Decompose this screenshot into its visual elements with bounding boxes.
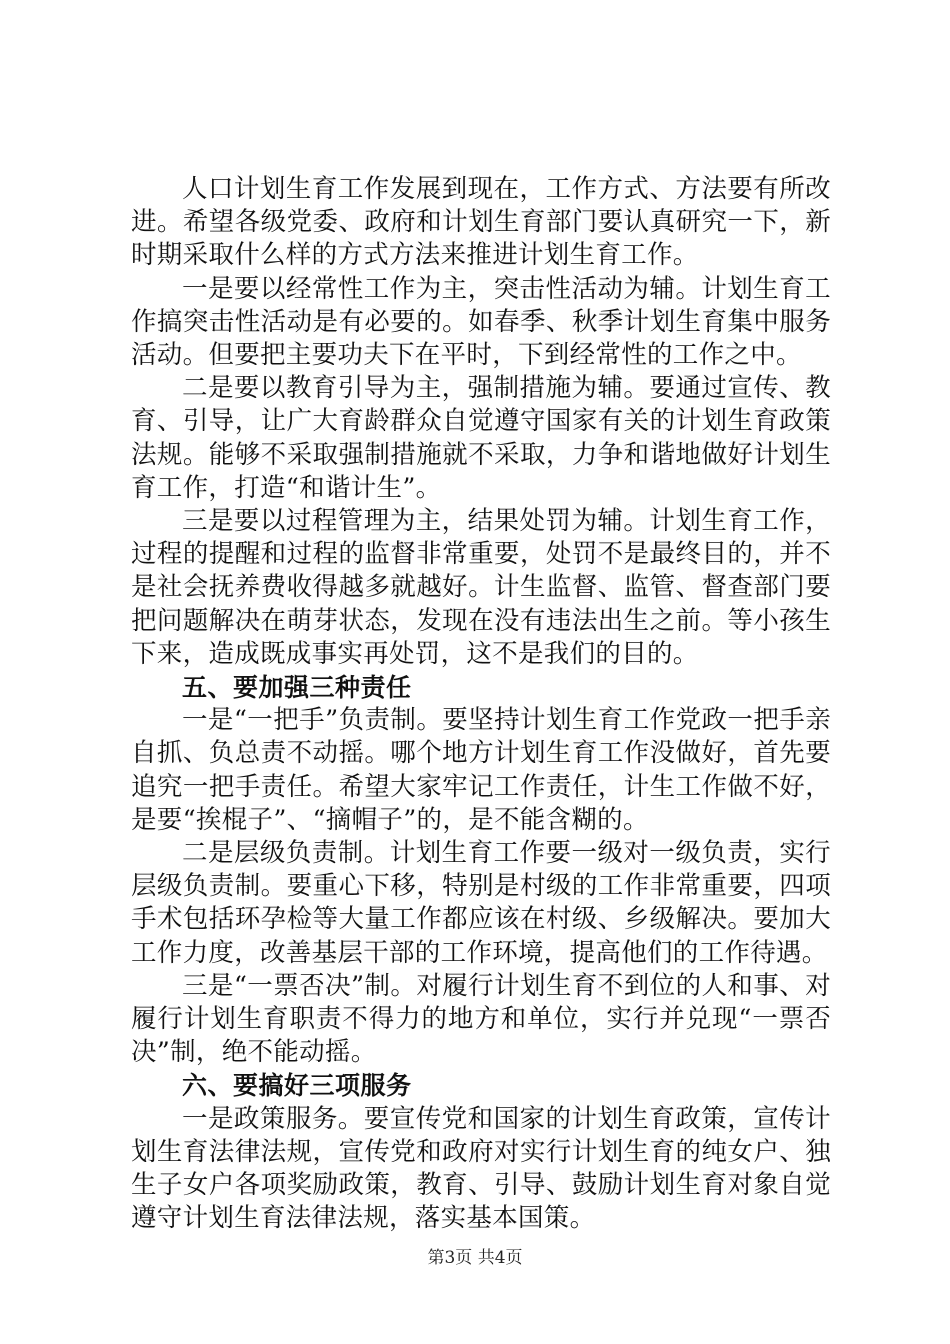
section-heading-five: 五、要加强三种责任 — [182, 673, 412, 703]
paragraph-service-1: 一是政策服务。要宣传党和国家的计划生育政策，宣传计划生育法律法规，宣传党和政府对实行计划生育的纯女户、独生子女户各项奖励政策，教育、引导、鼓励计划生育对象自觉遵守计划生育法律法规，落实基本国策。 — [131, 1103, 831, 1234]
paragraph-responsibility-2: 二是层级负责制。计划生育工作要一级对一级负责，实行层级负责制。要重心下移，特别是村级的工作非常重要，四项手术包括环孕检等大量工作都应该在村级、乡级解决。要加大工作力度，改善基层干部的工作环境，提高他们的工作待遇。 — [131, 838, 831, 968]
paragraph-responsibility-1: 一是“一把手”负责制。要坚持计划生育工作党政一把手亲自抓、负总责不动摇。哪个地方计划生育工作没做好，首先要追究一把手责任。希望大家牢记工作责任，计生工作做不好，是要“挨棍子”、“摘帽子”的，是不能含糊的。 — [131, 705, 831, 835]
paragraph-intro: 人口计划生育工作发展到现在，工作方式、方法要有所改进。希望各级党委、政府和计划生育部门要认真研究一下，新时期采取什么样的方式方法来推进计划生育工作。 — [131, 174, 831, 271]
paragraph-point-1: 一是要以经常性工作为主，突击性活动为辅。计划生育工作搞突击性活动是有必要的。如春季、秋季计划生育集中服务活动。但要把主要功夫下在平时，下到经常性的工作之中。 — [131, 273, 831, 371]
paragraph-responsibility-3: 三是“一票否决”制。对履行计划生育不到位的人和事、对履行计划生育职责不得力的地方和单位，实行并兑现“一票否决”制，绝不能动摇。 — [131, 970, 831, 1068]
paragraph-point-3: 三是要以过程管理为主，结果处罚为辅。计划生育工作，过程的提醒和过程的监督非常重要，处罚不是最终目的，并不是社会抚养费收得越多就越好。计生监督、监管、督查部门要把问题解决在萌芽状态，发现在没有违法出生之前。等小孩生下来，造成既成事实再处罚，这不是我们的目的。 — [131, 506, 831, 669]
paragraph-point-2: 二是要以教育引导为主，强制措施为辅。要通过宣传、教育、引导，让广大育龄群众自觉遵守国家有关的计划生育政策法规。能够不采取强制措施就不采取，力争和谐地做好计划生育工作，打造“和谐计生”。 — [131, 373, 831, 503]
page-number-footer: 第3页 共4页 — [427, 1248, 523, 1268]
section-heading-six: 六、要搞好三项服务 — [182, 1071, 412, 1101]
document-body — [131, 173, 831, 1236]
